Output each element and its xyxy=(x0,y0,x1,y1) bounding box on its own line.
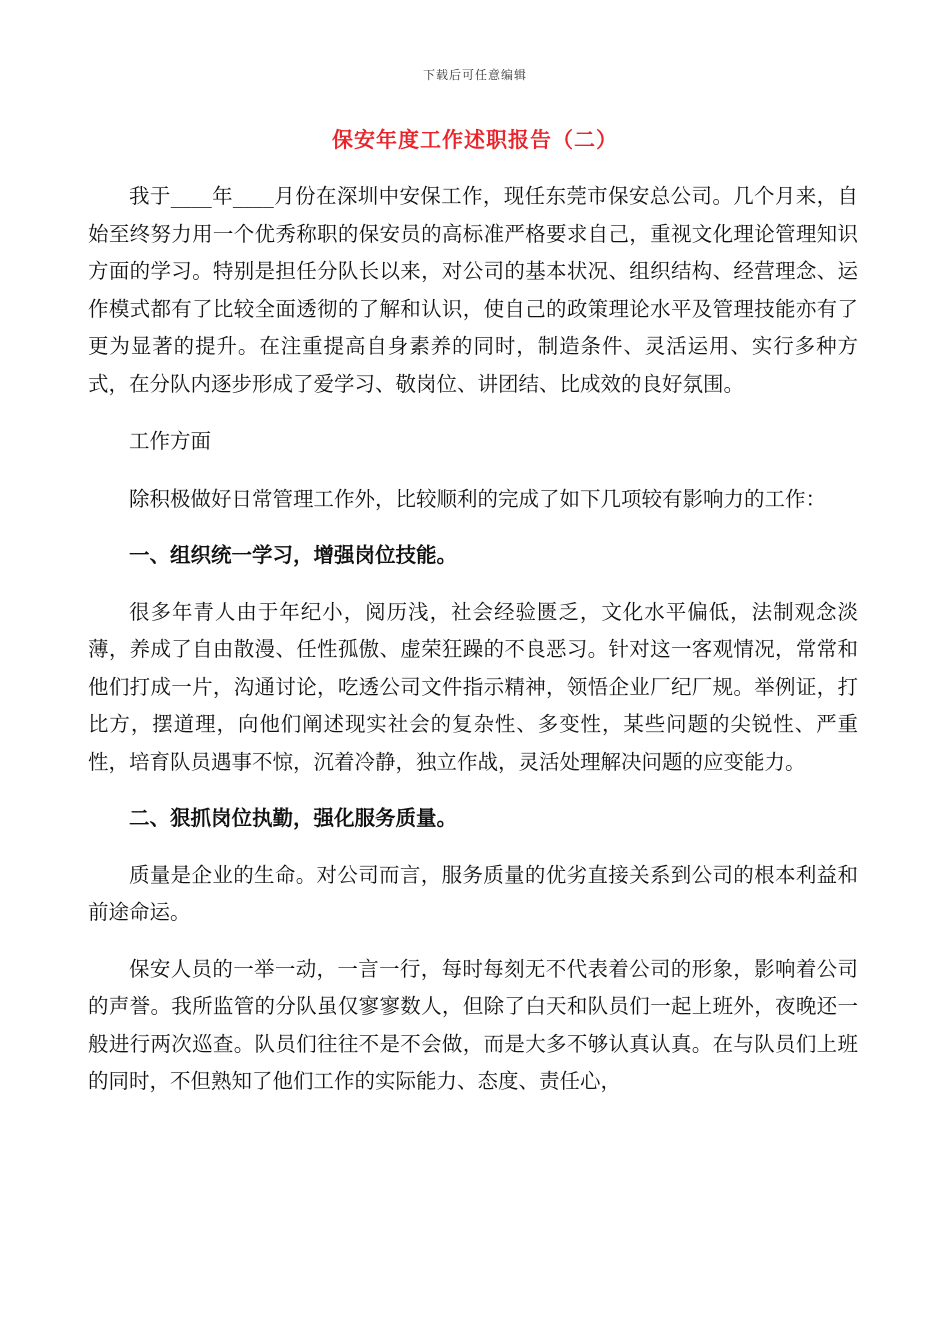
section-heading-2: 二、狠抓岗位执勤，强化服务质量。 xyxy=(129,806,457,830)
document-title: 保安年度工作述职报告（二） xyxy=(332,127,618,152)
work-overview-paragraph: 除积极做好日常管理工作外，比较顺利的完成了如下几项较有影响力的工作： xyxy=(129,486,826,511)
intro-paragraph: 我于____年____月份在深圳中安保工作，现任东莞市保安总公司。几个月来，自始至终努力用一个优秀称职的保安员的高标准严格要求自己，重视文化理论管理知识方面的学习。特别是担任分队长以来，对公司的基本状况、组织结构、经营理念、运作模式都有了比较全面透彻的了解和认识，使自己的政策理论水平及管理技能亦有了更为显著的提升。在注重提高自身素养的同时，制造条件、灵活运用、实行多种方式，在分队内逐步形成了爱学习、敬岗位、讲团结、比成效的良好氛围。 xyxy=(88,184,858,396)
section-1-paragraph: 很多年青人由于年纪小，阅历浅，社会经验匮乏，文化水平偏低，法制观念淡薄，养成了自由散漫、任性孤傲、虚荣狂躁的不良恶习。针对这一客观情况，常常和他们打成一片，沟通讨论，吃透公司文件指示精神，领悟企业厂纪厂规。举例证，打比方，摆道理，向他们阐述现实社会的复杂性、多变性，某些问题的尖锐性、严重性，培育队员遇事不惊，沉着冷静，独立作战，灵活处理解决问题的应变能力。 xyxy=(88,599,858,774)
section-heading-1: 一、组织统一学习，增强岗位技能。 xyxy=(129,543,457,567)
section-2-paragraph-2: 保安人员的一举一动，一言一行，每时每刻无不代表着公司的形象，影响着公司的声誉。我所监管的分队虽仅寥寥数人，但除了白天和队员们一起上班外，夜晚还一般进行两次巡查。队员们往往不是不会做，而是大多不够认真认真。在与队员们上班的同时，不但熟知了他们工作的实际能力、态度、责任心， xyxy=(88,956,858,1093)
section-label-work: 工作方面 xyxy=(129,429,211,453)
section-2-paragraph-1: 质量是企业的生命。对公司而言，服务质量的优劣直接关系到公司的根本利益和前途命运。 xyxy=(88,862,858,924)
document-body xyxy=(88,178,858,1101)
header-note: 下载后可任意编辑 xyxy=(422,68,527,82)
